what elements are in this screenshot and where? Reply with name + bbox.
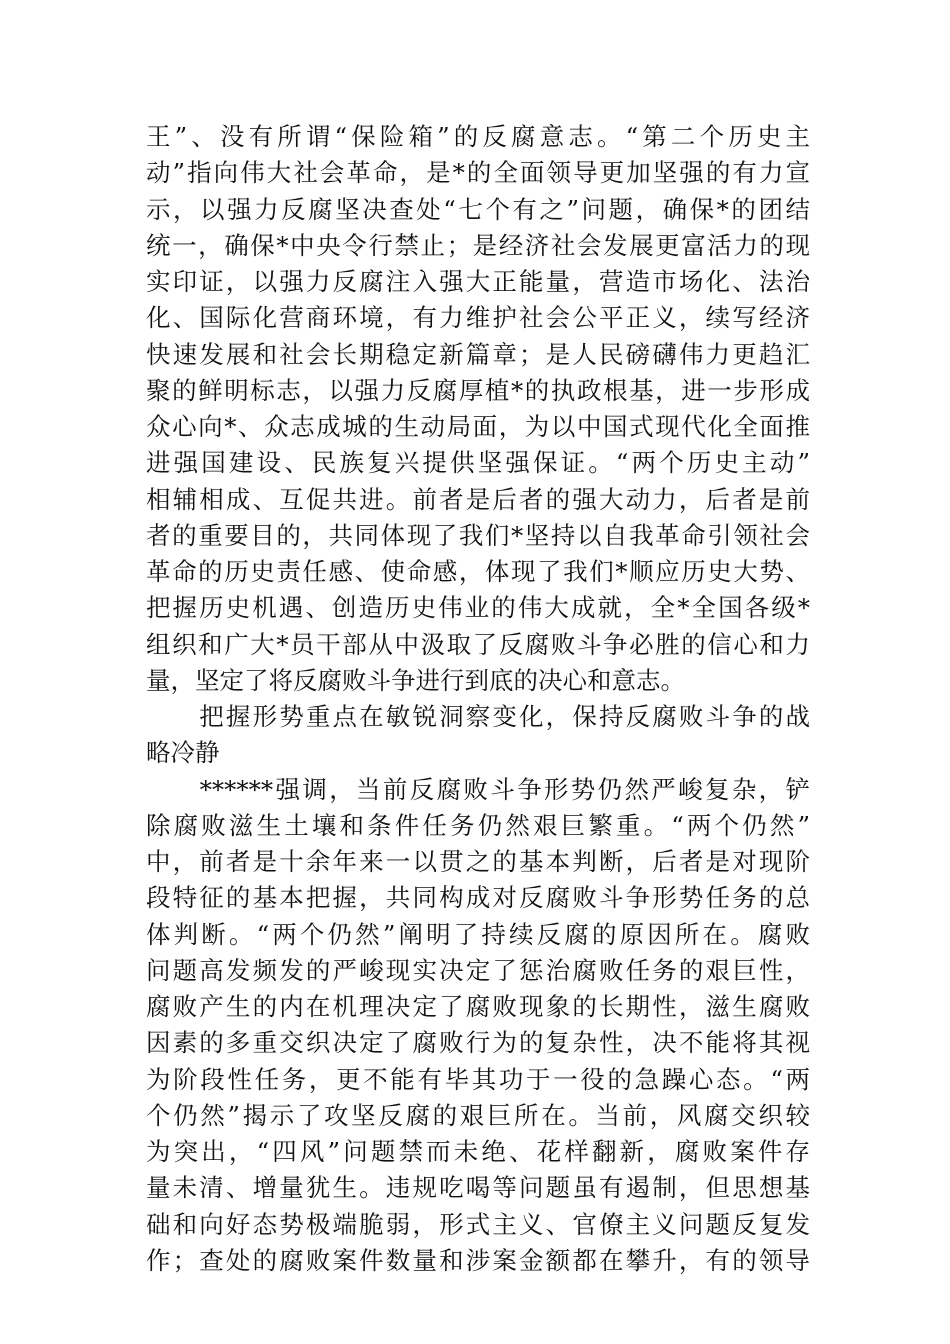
text-line: 统一，确保*中央令行禁止；是经济社会发展更富活力的现 [146,230,810,260]
section-heading [146,699,810,772]
text-line: 量，坚定了将反腐败斗争进行到底的决心和意志。 [146,665,685,695]
text-line: 把握形势重点在敏锐洞察变化，保持反腐败斗争的战 [146,702,810,731]
text-line: 为阶段性任务，更不能有毕其功于一役的急躁心态。“两 [146,1064,810,1094]
paragraph [146,119,810,699]
text-line: 略冷静 [146,738,220,768]
text-line: 示，以强力反腐坚决查处“七个有之”问题，确保*的团结 [146,194,810,224]
text-line: 相辅相成、互促共进。前者是后者的强大动力，后者是前 [146,484,810,514]
paragraph [146,772,810,1280]
text-line: 快速发展和社会长期稳定新篇章；是人民磅礴伟力更趋汇 [146,339,810,369]
text-line: 实印证，以强力反腐注入强大正能量，营造市场化、法治 [146,267,810,296]
text-line: 体判断。“两个仍然”阐明了持续反腐的原因所在。腐败 [146,919,810,949]
document-body [146,119,810,1279]
text-line: 众心向*、众志成城的生动局面，为以中国式现代化全面推 [146,412,810,441]
text-line: 化、国际化营商环境，有力维护社会公平正义，续写经济 [146,303,810,333]
text-line: 量未清、增量犹生。违规吃喝等问题虽有遏制，但思想基 [146,1173,810,1203]
text-line: 革命的历史责任感、使命感，体现了我们*顺应历史大势、 [146,557,810,586]
text-line: 动”指向伟大社会革命，是*的全面领导更加坚强的有力宣 [146,158,810,188]
text-line: 把握历史机遇、创造历史伟业的伟大成就，全*全国各级* [146,593,810,623]
text-line: 腐败产生的内在机理决定了腐败现象的长期性，滋生腐败 [146,992,810,1021]
text-line: 王”、没有所谓“保险箱”的反腐意志。“第二个历史主 [146,122,810,151]
text-line: 础和向好态势极端脆弱，形式主义、官僚主义问题反复发 [146,1209,810,1239]
text-line: 段特征的基本把握，共同构成对反腐败斗争形势任务的总 [146,883,810,913]
text-line: 因素的多重交织决定了腐败行为的复杂性，决不能将其视 [146,1028,810,1058]
text-line: ******强调，当前反腐败斗争形势仍然严峻复杂，铲 [146,774,810,804]
text-line: 聚的鲜明标志，以强力反腐厚植*的执政根基，进一步形成 [146,375,810,405]
text-line: 进强国建设、民族复兴提供坚强保证。“两个历史主动” [146,448,810,478]
text-line: 个仍然”揭示了攻坚反腐的艰巨所在。当前，风腐交织较 [146,1100,810,1130]
text-line: 组织和广大*员干部从中汲取了反腐败斗争必胜的信心和力 [146,629,810,659]
text-line: 者的重要目的，共同体现了我们*坚持以自我革命引领社会 [146,520,810,550]
text-line: 除腐败滋生土壤和条件任务仍然艰巨繁重。“两个仍然” [146,810,810,840]
text-line: 问题高发频发的严峻现实决定了惩治腐败任务的艰巨性， [146,955,810,985]
text-line: 为突出，“四风”问题禁而未绝、花样翻新，腐败案件存 [146,1137,810,1166]
text-line: 作；查处的腐败案件数量和涉案金额都在攀升，有的领导 [146,1245,810,1275]
text-line: 中，前者是十余年来一以贯之的基本判断，后者是对现阶 [146,847,810,876]
